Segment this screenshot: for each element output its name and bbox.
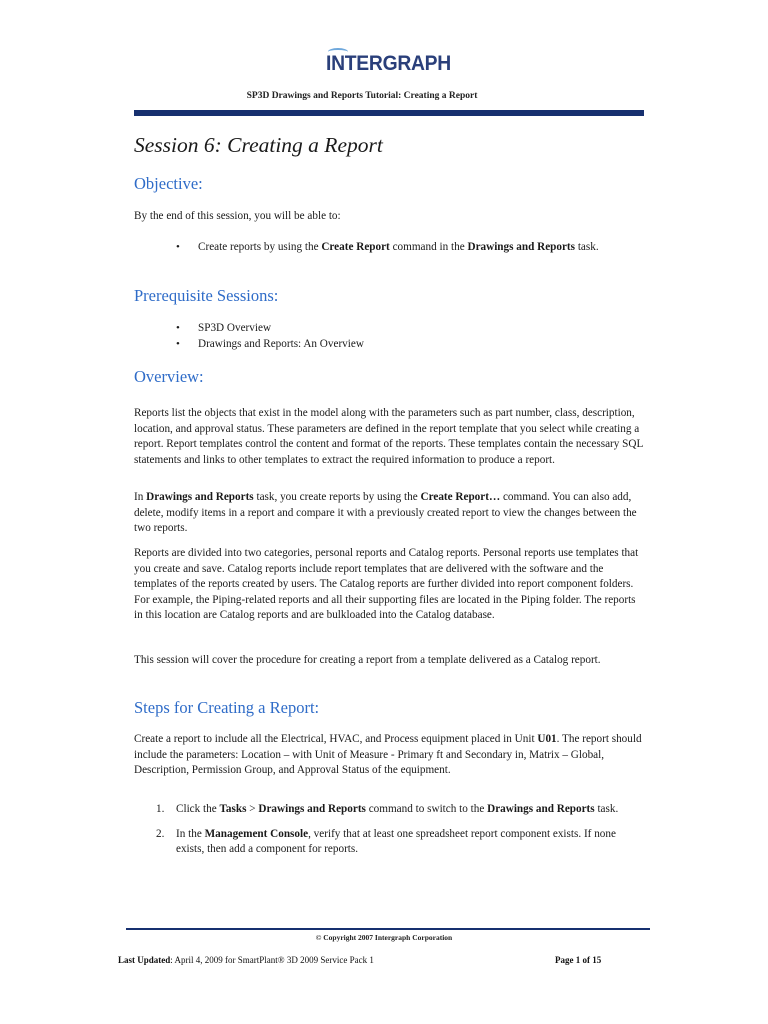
overview-paragraph-2: In Drawings and Reports task, you create reports by using the Create Report… command. You can also add, delete, modify items in a report and compare it with a previously created report to view the changes between the two reports. xyxy=(134,491,637,535)
overview-paragraph-4: This session will cover the procedure for creating a report from a template delivered as a Catalog report. xyxy=(134,654,601,666)
prerequisite-list xyxy=(134,321,644,352)
objective-heading: Objective: xyxy=(134,174,203,193)
prerequisite-heading: Prerequisite Sessions: xyxy=(134,286,279,305)
intergraph-logo xyxy=(326,52,451,76)
list-item: 2. In the Management Console, verify that at least one spreadsheet report component exists. If none exists, then add a component for reports. xyxy=(156,827,616,856)
header-rule xyxy=(134,110,644,116)
overview-paragraph-1: Reports list the objects that exist in the model along with the parameters such as part number, class, description, location, and approval status. These parameters are defined in the report template that you select while creating a report. Report templates control the content and format of the reports. These templates contain the necessary SQL statements and links to other templates to extract the required information to produce a report. xyxy=(134,407,643,466)
last-updated: Last Updated: April 4, 2009 for SmartPlant® 3D 2009 Service Pack 1 xyxy=(118,955,374,965)
objective-list xyxy=(134,240,644,256)
footer-rule xyxy=(126,928,650,930)
bullet-icon: • xyxy=(176,241,180,253)
list-item: 1. Click the Tasks > Drawings and Reports command to switch to the Drawings and Reports task. xyxy=(156,803,619,815)
steps-heading: Steps for Creating a Report: xyxy=(134,698,320,717)
overview-heading: Overview: xyxy=(134,367,204,386)
list-item: • SP3D Overview xyxy=(134,321,644,337)
overview-paragraph-3: Reports are divided into two categories, personal reports and Catalog reports. Personal reports use templates that you create and save. Catalog reports include report templates that are delivered with the software and the templates of the reports created by users. The Catalog reports are further divided into report component folders. For example, the Piping-related reports and all their supporting files are located in the Piping folder. The reports in this location are Catalog reports and are bulkloaded into the Catalog database. xyxy=(134,547,639,622)
header-doc-title: SP3D Drawings and Reports Tutorial: Creating a Report xyxy=(246,91,478,101)
list-item: • Create reports by using the Create Report command in the Drawings and Reports task. xyxy=(134,240,644,256)
objective-intro: By the end of this session, you will be able to: xyxy=(134,210,341,222)
bullet-icon: • xyxy=(176,322,180,334)
copyright-notice: © Copyright 2007 Intergraph Corporation xyxy=(315,933,453,942)
logo-swoosh-icon xyxy=(328,48,348,56)
page-title: Session 6: Creating a Report xyxy=(134,133,383,157)
steps-list xyxy=(134,802,644,858)
list-item: • Drawings and Reports: An Overview xyxy=(134,337,644,353)
logo-text: INTERGRAPH xyxy=(326,52,451,75)
page-number: Page 1 of 15 xyxy=(555,955,602,965)
bullet-icon: • xyxy=(176,337,180,350)
steps-intro: Create a report to include all the Electrical, HVAC, and Process equipment placed in Unit U01. The report should include the parameters: Location – with Unit of Measure - Primary ft and Secondary in, Matrix – Global, Description, Permission Group, and Approval Status of the equipment. xyxy=(134,733,642,777)
